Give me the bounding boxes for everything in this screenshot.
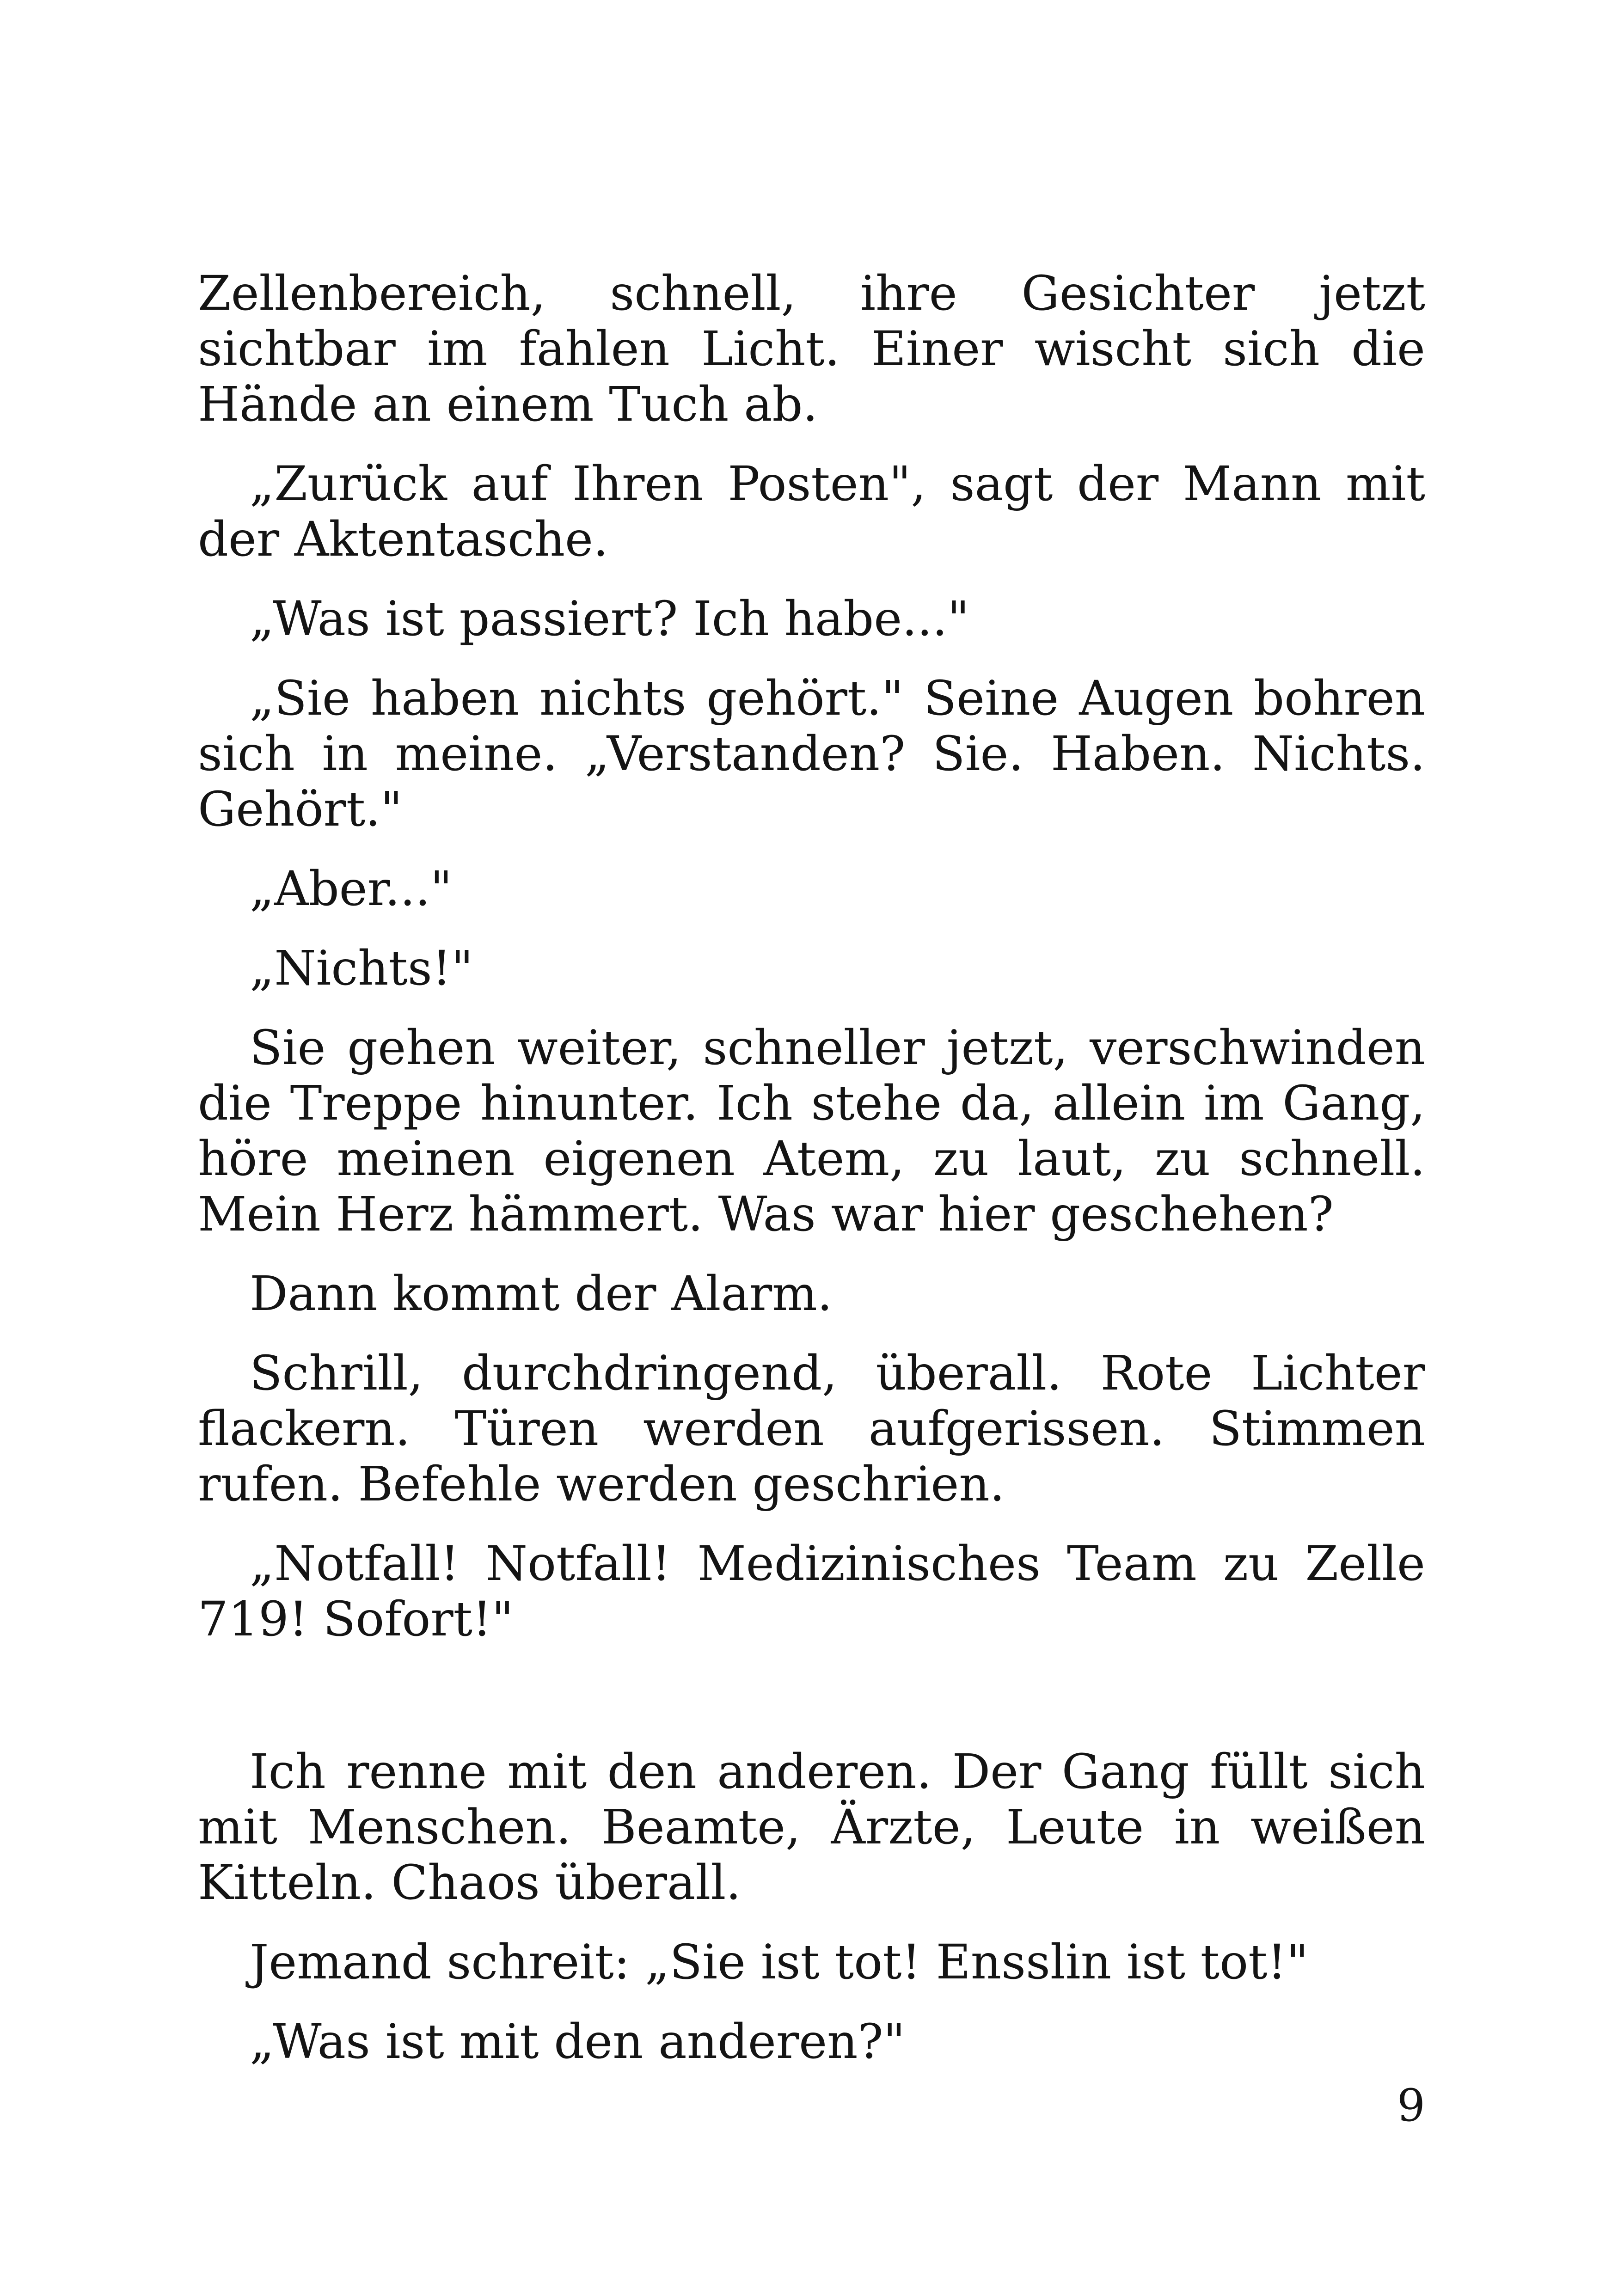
paragraph: Dann kommt der Alarm. — [250, 1266, 833, 1322]
paragraph: „Zurück auf Ihren Posten", sagt der Mann mit der Aktentasche. — [198, 456, 1425, 567]
paragraph: Ich renne mit den anderen. Der Gang füllt sich mit Menschen. Beamte, Ärzte, Leute in weißen Kitteln. Chaos überall. — [198, 1744, 1425, 1910]
section-break — [198, 1671, 1425, 1744]
paragraph: „Aber..." — [250, 861, 453, 917]
paragraph: „Was ist mit den anderen?" — [250, 2014, 906, 2069]
paragraph: Zellenbereich, schnell, ihre Gesichter jetzt sichtbar im fahlen Licht. Einer wischt sich die Hände an einem Tuch ab. — [198, 266, 1425, 432]
paragraph: „Was ist passiert? Ich habe..." — [250, 591, 969, 647]
paragraph: Schrill, durchdringend, überall. Rote Lichter flackern. Türen werden aufgerissen. Stimmen rufen. Befehle werden geschrien. — [198, 1346, 1425, 1512]
paragraph: „Nichts!" — [250, 941, 473, 996]
paragraph: „Notfall! Notfall! Medizinisches Team zu Zelle 719! Sofort!" — [198, 1536, 1425, 1647]
paragraph: „Sie haben nichts gehört." Seine Augen bohren sich in meine. „Verstanden? Sie. Haben. Nichts. Gehört." — [198, 671, 1425, 837]
page-number: 9 — [1397, 2080, 1425, 2131]
paragraph: Jemand schreit: „Sie ist tot! Ensslin ist tot!" — [250, 1935, 1309, 1990]
body-text — [198, 266, 1425, 2094]
paragraph: Sie gehen weiter, schneller jetzt, verschwinden die Treppe hinunter. Ich stehe da, allein im Gang, höre meinen eigenen Atem, zu laut, zu schnell. Mein Herz hämmert. Was war hier geschehen? — [198, 1020, 1425, 1242]
